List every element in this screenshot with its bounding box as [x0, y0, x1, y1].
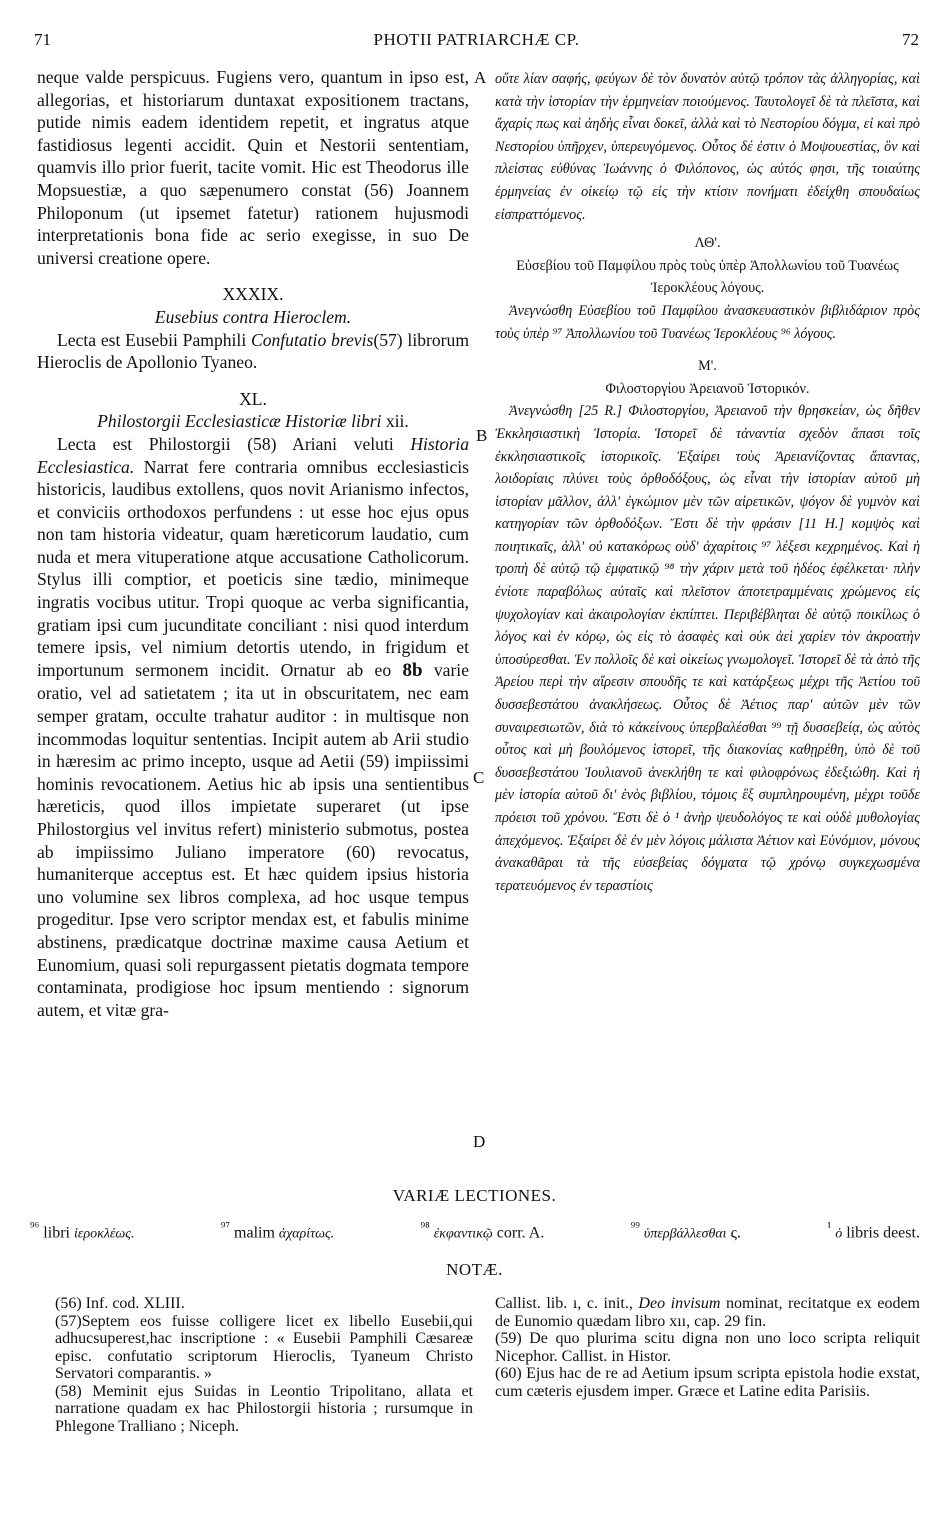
note-58: (58) Meminit ejus Suidas in Leontio Tripolitano, allata et narratione quadam ex hac Philostorgii historia ; rursumque in Phlegone Tralliano ; Niceph. [55, 1382, 473, 1435]
variant-latin: corr. A. [492, 1224, 545, 1242]
latin-heading-40: XL. [239, 388, 267, 409]
latin-paragraph-3 [37, 433, 469, 1021]
variant-1 [827, 1219, 920, 1242]
latin-p3-a: Lecta est Philostorgii (58) Ariani veluti [57, 433, 411, 454]
variant-greek: ἐκφαντικῷ [433, 1226, 493, 1242]
greek-heading-40: Μ'. [698, 358, 717, 375]
variant-greek: ἱεροκλέως. [73, 1226, 135, 1242]
variant-97 [221, 1219, 334, 1242]
margin-letter-b: B [476, 426, 488, 445]
note-58-continued [495, 1295, 920, 1330]
variae-lectiones-list [30, 1219, 920, 1242]
latin-p2-title: Confutatio brevis [250, 329, 374, 350]
greek-subheading-39: Εὐσεβίου τοῦ Παμφίλου πρὸς τοὺς ὑπὲρ Ἀπολλωνίου τοῦ Τυανέως Ἱεροκλέους λόγους. [516, 257, 899, 297]
latin-p3-folio: 8b [402, 659, 423, 681]
note-60: (60) Ejus hac de re ad Aetium ipsum scripta epistola hodie exstat, cum cæteris ejusdem imper. Græce et Latine edita Parisiis. [495, 1365, 920, 1400]
notes-left-column [55, 1295, 473, 1435]
variant-greek: ὁ [835, 1226, 843, 1242]
variant-99 [631, 1219, 741, 1242]
variant-latin: malim [234, 1224, 279, 1242]
latin-subheading-39: Eusebius contra Hieroclem. [154, 306, 352, 327]
latin-p3-c: Narrat fere contraria omnibus ecclesiasticis historicis, laudibus extollens, quos novit Arianismo infectos, et conviciis orthodoxos perfundens : ut esse hoc ejus opus non tam historia videatur, quam hæreticorum laudatio, cum nuda et mera vituperatione atque accusatione Catholicorum. Stylus illi comptior, et poeticis sine tædio, minimeque ingratis vocibus utitur. Tropi quoque ac verba significantia, gratiam ipsi cum jucunditate conciliant : nisi quod interdum temere ipsis, vel nimium detortis utendo, in frigidum et importunum sermonem incidit. Ornatur ab eo [37, 456, 469, 680]
variant-number: ¹ [827, 1219, 832, 1234]
latin-subheading-40 [37, 410, 469, 433]
latin-paragraph-2 [37, 329, 469, 374]
latin-p2-text: Lecta est Eusebii Pamphili [57, 329, 251, 350]
greek-paragraph-3: Ἀνεγνώσθη [25 R.] Φιλοστοργίου, Ἀρειανοῦ τὴν θρησκείαν, ὡς δῆθεν Ἐκκλησιαστικὴ Ἱστορία. Ἱστορεῖ δὲ τἀναντία σχεδὸν ἅπασι τοῖς ἐκκλησιαστικοῖς ἱστορικοῖς. Ἐξαίρει τοὺς Ἀρειανίζοντας ἅπαντας, λοιδορίαις πλύνει τοὺς ὀρθοδόξους, ὡς εἶναι τὴν ἱστορίαν αὐτοῦ μὴ ἱστορίαν μᾶλλον, ἀλλ' ἐγκώμιον μὲν τῶν αἱρετικῶν, ψόγον δὲ γυμνὸν καὶ κατηγορίαν τῶν ὀρθοδόξων. Ἔστι δὲ τὴν φράσιν [11 H.] κομψὸς καὶ ποιητικαῖς, ἀλλ' οὐ κατακόρως οὐδ' ἀχαρίτοις ⁹⁷ λέξεσι κεχρημένος. Καὶ ἡ τροπὴ δὲ αὐτῷ τῷ ἐμφατικῷ ⁹⁸ τὴν χάριν μετὰ τοῦ ἡδέος ἐφέλκεται· πλὴν ἐνίοτε παραβόλως αὐταῖς καὶ πλεῖστον ἀποτετραμμέναις χρώμενος εἰς ψυχολογίαν καὶ ἀκαιρολογίαν ἐκπίπτει. Περιβέβληται δὲ αὐτῷ ποικίλως ὁ λόγος καὶ ἐν κόρῳ, ὡς εἰς τὸ ἀσαφὲς καὶ οὐκ ἀεὶ χαρίεν τὸν ἀκροατὴν ὑποσύρεσθαι. Ἐν πολλοῖς δὲ καὶ οἰκείως γνωμολογεῖ. Ἱστορεῖ δὲ τὰ ἀπὸ τῆς Ἀρείου περὶ τὴν αἵρεσιν σπουδῆς τε καὶ κατάρξεως μέχρι τῆς Ἀετίου τοῦ δυσσεβεστάτου ἀνακλήσεως. Οὗτος δὲ Ἀέτιος παρ' αὐτῶν μὲν τῶν συναιρεσιωτῶν, διὰ τὸ κἀκείνους ὑπερβαλέσθαι ⁹⁹ τῇ δυσσεβείᾳ, ὡς αὐτὸς οὗτος καὶ μὴ βουλόμενος ἱστορεῖ, τῆς διακονίας καθῃρέθη, ὑπὸ δὲ τοῦ δυσσεβεστάτου Ἰουλιανοῦ ἀνεκλήθη τε καὶ φιλοφρόνως ἐδεξιώθη. Καὶ ἡ μὲν ἱστορία αὐτοῦ δι' ἑνὸς βιβλίου, τόμοις ἓξ συμπληρουμένη, μέχρι τοῦδε πρόεισι τοῦ χρόνου. Ἔστι δὲ ὁ ¹ ἀνὴρ ψευδολόγος τε καὶ οὐδὲ μυθολογίας ἀπεχόμενος. Ἐξαίρει δὲ ἐν μὲν λόγοις μάλιστα Ἀέτιον καὶ Εὐνόμιον, μόνους ἀνακαθᾶραι τὰ τῆς εὐσεβείας δόγματα τῷ χρόνῳ συγκεχωσμένα τερατευόμενος ἐν τεραστίοις [495, 403, 920, 894]
latin-sub40-title: Philostorgii Ecclesiasticæ Historiæ libri [97, 411, 382, 432]
greek-heading-39: ΛΘ'. [694, 235, 721, 252]
latin-column [37, 66, 469, 1021]
page-number-left: 71 [34, 30, 51, 49]
variant-number: ⁹⁷ [220, 1219, 231, 1234]
variant-greek: ἀχαρίτως. [278, 1226, 335, 1242]
running-title: PHOTII PATRIARCHÆ CP. [373, 30, 580, 49]
running-header [34, 30, 919, 58]
variant-latin: libri [43, 1224, 74, 1242]
variae-lectiones-heading: VARIÆ LECTIONES. [392, 1186, 557, 1205]
latin-p3-e: varie oratio, vel ad satietatem ; ita ut in obscuritatem, nec eam semper gratam, occulte trahatur auditor : in multisque non incommodas loquitur sententias. Incipit autem ab Arii studio in hæresim ac primo incepto, usque ad Aetii (59) impiissimi hominis revocationem. Aetius hic ab ipsis una sentientibus hæreticis, quod illos impietate superaret (ut ipse Philostorgius vel invitus refert) ministerio submotus, postea ab impiissimo Juliano imperatore (60) revocatus, humaniterque acceptus est. Et hæc quidem ipsius historia uno volumine sex libros complexa, ad hoc usque tempus progeditur. Ipse vero scriptor mendax est, et fabulis minime abstinens, prædicatque doctrinæ maxime causa Aetium et Eunomium, quasi soli repurgassent pietatis dogmata tempore contaminata, prodigiose hoc ipsum mentiendo : signorum autem, et vitæ gra- [37, 659, 470, 1020]
page-number-right: 72 [902, 30, 919, 49]
greek-column [495, 68, 920, 897]
variant-number: ⁹⁹ [630, 1219, 640, 1234]
latin-heading-39: XXXIX. [222, 284, 284, 305]
greek-paragraph-1: οὔτε λίαν σαφής, φεύγων δὲ τὸν δυνατὸν αὐτῷ τρόπον τὰς ἀλληγορίας, καὶ κατὰ τὴν ἱστορίαν τὴν ἑρμηνείαν ποιούμενος. Ταυτολογεῖ δὲ τὰ πλεῖστα, καὶ ἄχαρίς πως καὶ ἀηδὴς εἶναι δοκεῖ, ἀλλὰ καὶ τὸ Νεστορίου δόγμα, εἰ καὶ πρὸ Νεστορίου ὑπῆρχεν, ὑπερευγόμενος. Οὗτος δέ ἐστιν ὁ Μοψουεστίας, ὃν καὶ πλείστας εὐθύνας Ἰωάννης ὁ Φιλόπονος, ὡς αὐτός φησι, τῆς τοιαύτης ἑρμηνείας ἐν οἰκείῳ τῷ εἰς τὴν κτίσιν πονήματι ἐδείχθη σπουδαίως εἰσπραττόμενος. [495, 71, 920, 223]
latin-p3-title: Historia Ecclesiastica. [37, 433, 469, 477]
variant-96 [30, 1219, 134, 1242]
greek-subheading-40: Φιλοστοργίου Ἀρειανοῦ Ἱστορικόν. [605, 380, 810, 397]
notes-right-column [495, 1295, 920, 1400]
note-italic: Deo invisum [638, 1295, 721, 1312]
variant-number: ⁹⁶ [30, 1219, 40, 1234]
variant-greek: ὑπερβάλλεσθαι [643, 1226, 727, 1242]
margin-letter-d: D [473, 1132, 486, 1151]
note-text: Callist. lib. ı, c. init., [495, 1295, 639, 1312]
margin-letter-c: C [473, 768, 485, 787]
variant-number: ⁹⁸ [420, 1219, 430, 1234]
latin-paragraph-1: neque valde perspicuus. Fugiens vero, quantum in ipso est, allegorias, et historiarum duntaxat expositionem tractans, putide nimis eadem identidem repetit, et ingratus atque fastidiosus legenti accidit. Quin et Nestorii sententiam, quamvis illo prior fuerit, tacite vomit. Hic est Theodorus ille Mopsuestiæ, a quo sæpenumero constat (56) Joannem Philoponum (ut ipsemet fatetur) rationem hujusmodi interpretationis bona fide ac serio exegisse, in suo De universi creatione opere. [37, 67, 469, 268]
note-text: nominat, recitatque ex eodem de Eunomio quædam libro xıı, cap. 29 fin. [495, 1295, 920, 1330]
notae-heading: NOTÆ. [446, 1260, 503, 1279]
variant-latin: libris deest. [842, 1224, 920, 1242]
variant-latin: ς. [726, 1224, 741, 1242]
latin-p2-rest: (57) librorum Hieroclis de Apollonio Tyaneo. [37, 329, 470, 373]
note-59: (59) De quo plurima scitu digna non uno loco scripta reliquit Nicephor. Callist. in Histor. [495, 1330, 920, 1365]
note-57: (57)Septem eos fuisse colligere licet ex libello Eusebii,qui adhucsuperest,hac inscriptione : « Eusebii Pamphili Cæsareæ episc. confutatio scriptorum Hieroclis, Tyaneum Christo Servatori comparantis. » [55, 1312, 473, 1382]
note-56: (56) Inf. cod. XLIII. [55, 1295, 185, 1312]
latin-sub40-num: xii. [381, 411, 409, 432]
greek-paragraph-2: Ἀνεγνώσθη Εὐσεβίου τοῦ Παμφίλου ἀνασκευαστικὸν βιβλιδάριον πρὸς τοὺς ὑπὲρ ⁹⁷ Ἀπολλωνίου τοῦ Τυανέως Ἱεροκλέους ⁹⁶ λόγους. [495, 302, 920, 342]
margin-letter-a: A [474, 68, 487, 87]
variant-98 [420, 1219, 544, 1242]
